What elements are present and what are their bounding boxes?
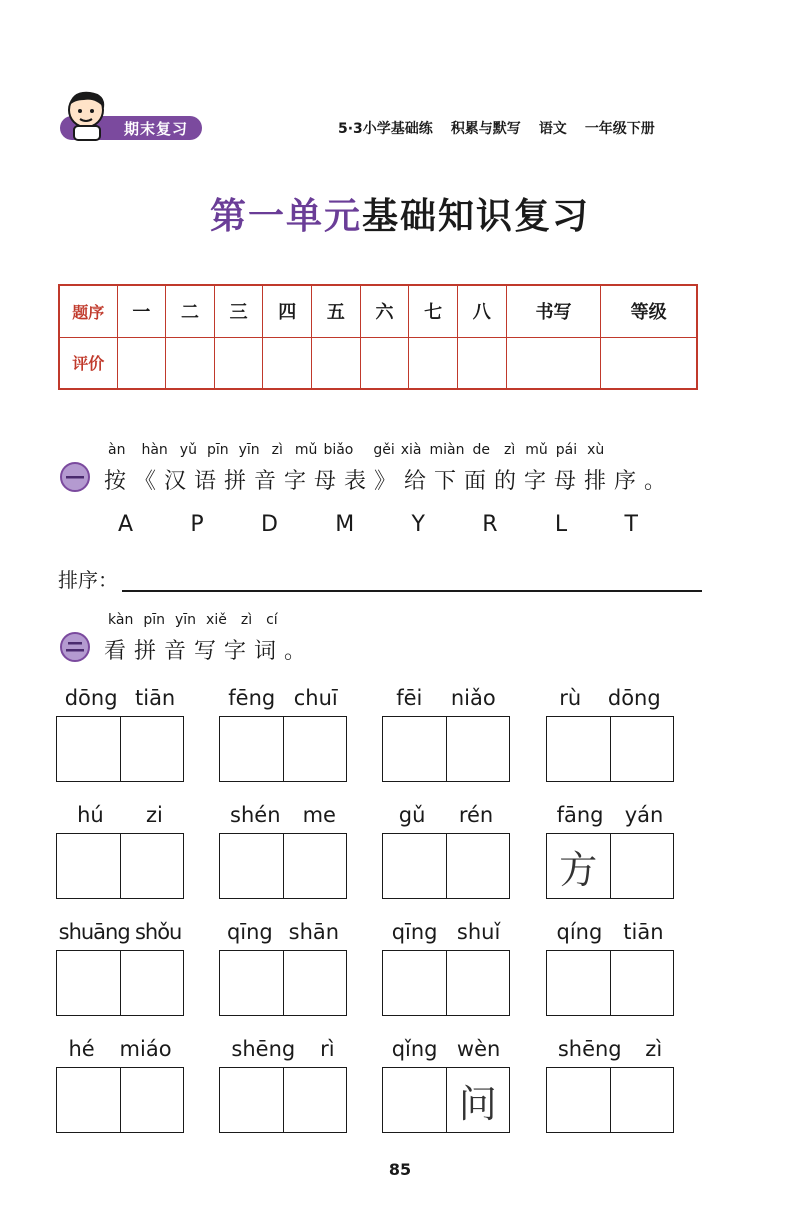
word-cell xyxy=(546,1031,674,1133)
letter: Y xyxy=(411,512,425,537)
score-col-label: 书写 xyxy=(506,285,601,337)
char-box[interactable] xyxy=(547,951,610,1015)
writing-boxes xyxy=(546,1067,674,1133)
word-pinyin: fēng chuī xyxy=(228,686,338,710)
char-box[interactable] xyxy=(547,717,610,781)
writing-boxes xyxy=(56,1067,184,1133)
row-label-order: 题序 xyxy=(59,285,117,337)
word-pinyin: qīng shān xyxy=(226,920,340,944)
char-box[interactable] xyxy=(120,717,184,781)
char-box[interactable] xyxy=(57,1068,120,1132)
char-box[interactable] xyxy=(446,951,510,1015)
writing-boxes xyxy=(382,1067,510,1133)
page-title xyxy=(0,188,800,239)
section1-number-icon xyxy=(60,462,90,492)
section2-number-icon xyxy=(60,632,90,662)
char-box[interactable] xyxy=(283,834,347,898)
word-pinyin: qíng tiān xyxy=(556,920,664,944)
grade-name: 一年级下册 xyxy=(584,121,655,137)
word-cell xyxy=(56,680,184,782)
char-box[interactable] xyxy=(120,1068,184,1132)
word-cell xyxy=(382,797,510,899)
score-col-label: 二 xyxy=(166,285,215,337)
char-box[interactable] xyxy=(220,717,283,781)
score-cell[interactable] xyxy=(312,337,361,389)
score-cell[interactable] xyxy=(409,337,458,389)
word-pinyin: shén me xyxy=(230,803,336,827)
series-name: 5·3小学基础练 xyxy=(338,121,433,137)
score-table xyxy=(58,284,698,390)
letter-list xyxy=(118,512,638,537)
score-cell[interactable] xyxy=(117,337,166,389)
score-col-label: 七 xyxy=(409,285,458,337)
score-col-label: 八 xyxy=(457,285,506,337)
char-box[interactable] xyxy=(610,717,674,781)
writing-boxes xyxy=(56,716,184,782)
word-pinyin: shēng rì xyxy=(231,1037,335,1061)
score-cell[interactable] xyxy=(457,337,506,389)
sort-label: 排序： xyxy=(58,568,118,592)
word-pinyin: dōng tiān xyxy=(64,686,176,710)
writing-boxes xyxy=(382,716,510,782)
score-cell[interactable] xyxy=(166,337,215,389)
word-cell xyxy=(546,680,674,782)
word-pinyin: hú zi xyxy=(77,803,163,827)
char-box[interactable] xyxy=(220,1068,283,1132)
writing-boxes xyxy=(56,833,184,899)
writing-boxes xyxy=(546,833,674,899)
score-cell[interactable] xyxy=(263,337,312,389)
char-box[interactable] xyxy=(610,951,674,1015)
writing-boxes xyxy=(546,716,674,782)
letter: D xyxy=(260,512,278,537)
char-box[interactable] xyxy=(383,951,446,1015)
word-cell xyxy=(219,797,347,899)
char-box[interactable] xyxy=(383,1068,446,1132)
char-box[interactable] xyxy=(220,951,283,1015)
section2-pinyin: kàn pīn yīn xiě zì cí xyxy=(108,612,278,628)
word-cell xyxy=(219,1031,347,1133)
score-eval-row xyxy=(59,337,697,389)
subject-name: 语文 xyxy=(538,121,567,137)
word-pinyin: fēi niǎo xyxy=(396,686,496,710)
letter: L xyxy=(554,512,568,537)
word-cell xyxy=(56,1031,184,1133)
word-cell xyxy=(382,680,510,782)
word-cell xyxy=(219,680,347,782)
section1-instruction: 按《汉语拼音字母表》给下面的字母排序。 xyxy=(104,469,675,494)
score-cell[interactable] xyxy=(214,337,263,389)
title-topic: 基础知识复习 xyxy=(362,196,591,237)
page-number: 85 xyxy=(388,1160,412,1179)
letter: P xyxy=(190,512,204,537)
char-box[interactable] xyxy=(446,834,510,898)
word-pinyin: fāng yán xyxy=(556,803,664,827)
word-cell xyxy=(56,797,184,899)
writing-boxes xyxy=(219,716,347,782)
char-box[interactable] xyxy=(57,834,120,898)
writing-boxes xyxy=(56,950,184,1016)
writing-boxes xyxy=(219,833,347,899)
char-box[interactable] xyxy=(120,834,184,898)
letter: A xyxy=(118,512,134,537)
section2-instruction: 看拼音写字词。 xyxy=(104,639,315,664)
word-pinyin: shēng zì xyxy=(557,1037,663,1061)
char-box[interactable] xyxy=(283,1068,347,1132)
char-box[interactable] xyxy=(57,717,120,781)
title-unit: 第一单元 xyxy=(209,196,362,237)
word-cell xyxy=(546,914,674,1016)
score-cell[interactable] xyxy=(360,337,409,389)
word-cell xyxy=(382,914,510,1016)
section1-pinyin: àn hàn yǔ pīn yīn zì mǔ biǎo gěi xià miàn de zì mǔ pái xù xyxy=(108,442,605,458)
score-header-row xyxy=(59,285,697,337)
char-box[interactable] xyxy=(57,951,120,1015)
word-pinyin: gǔ rén xyxy=(398,803,494,827)
writing-boxes xyxy=(219,950,347,1016)
char-box[interactable] xyxy=(610,1068,674,1132)
word-pinyin: hé miáo xyxy=(68,1037,172,1061)
row-label-eval: 评价 xyxy=(59,337,117,389)
book-name: 积累与默写 xyxy=(450,121,521,137)
char-box[interactable] xyxy=(220,834,283,898)
score-col-label: 一 xyxy=(117,285,166,337)
score-col-label: 三 xyxy=(214,285,263,337)
letter: T xyxy=(624,512,638,537)
writing-boxes xyxy=(546,950,674,1016)
writing-boxes xyxy=(382,950,510,1016)
word-cell xyxy=(219,914,347,1016)
book-info xyxy=(338,118,708,140)
score-col-label: 六 xyxy=(360,285,409,337)
score-col-label: 等级 xyxy=(601,285,697,337)
badge-label: 期末复习 xyxy=(123,119,188,138)
score-cell[interactable] xyxy=(506,337,601,389)
score-cell[interactable] xyxy=(601,337,697,389)
word-pinyin: shuāng shǒu xyxy=(58,920,182,944)
word-cell xyxy=(382,1031,510,1133)
word-cell xyxy=(546,797,674,899)
sort-answer-line[interactable] xyxy=(122,590,702,592)
char-box[interactable] xyxy=(610,834,674,898)
letter: M xyxy=(335,512,355,537)
char-box[interactable] xyxy=(383,834,446,898)
char-box[interactable] xyxy=(283,951,347,1015)
char-box[interactable]: 方 xyxy=(559,847,598,892)
score-col-label: 五 xyxy=(312,285,361,337)
char-box[interactable] xyxy=(120,951,184,1015)
char-box[interactable] xyxy=(283,717,347,781)
score-col-label: 四 xyxy=(263,285,312,337)
writing-boxes xyxy=(219,1067,347,1133)
letter: R xyxy=(482,512,498,537)
char-box[interactable] xyxy=(547,1068,610,1132)
char-box[interactable] xyxy=(383,717,446,781)
writing-boxes xyxy=(382,833,510,899)
word-pinyin: rù dōng xyxy=(559,686,661,710)
word-pinyin: qǐng wèn xyxy=(391,1037,501,1061)
word-pinyin: qīng shuǐ xyxy=(391,920,501,944)
char-box[interactable]: 问 xyxy=(446,1068,510,1132)
boy-mascot-icon xyxy=(62,88,114,142)
word-cell xyxy=(56,914,184,1016)
char-box[interactable] xyxy=(446,717,510,781)
